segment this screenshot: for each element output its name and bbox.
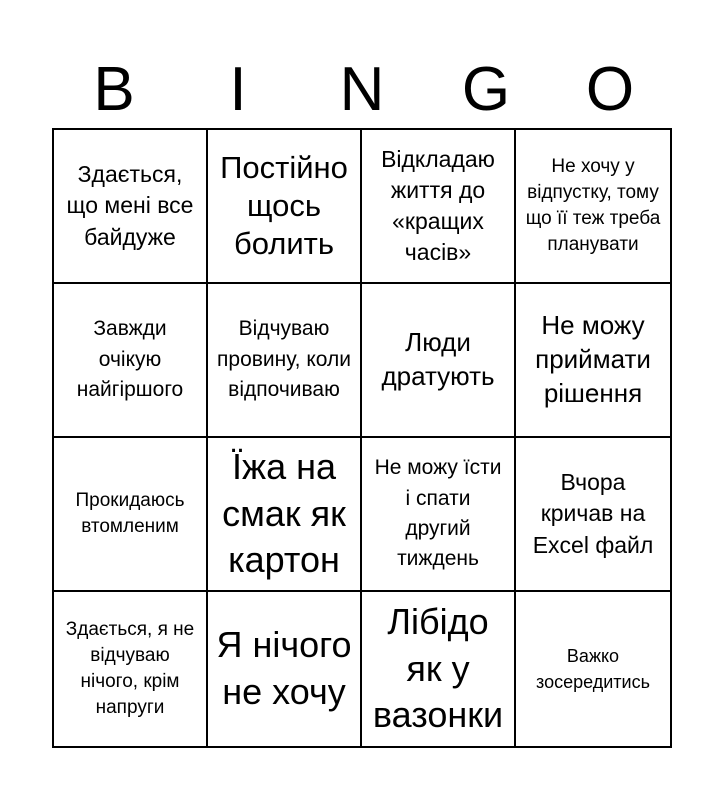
bingo-cell-text: Постійно щось болить [220, 149, 348, 262]
bingo-cell-text: Я нічого не хочу [216, 624, 352, 712]
bingo-cell[interactable] [208, 592, 362, 746]
bingo-cell-text: Люди дратують [381, 327, 495, 391]
bingo-cell-text: Їжа на смак як картон [222, 445, 346, 581]
bingo-cell-text: Прокидаюсь втомленим [75, 489, 185, 537]
bingo-cell[interactable] [516, 592, 670, 746]
bingo-cell-text: Вчора кричав на Excel файл [532, 469, 654, 558]
bingo-cell[interactable] [516, 284, 670, 438]
header-letter-g: G [461, 55, 511, 124]
bingo-cell[interactable] [208, 130, 362, 284]
bingo-cell[interactable] [54, 284, 208, 438]
bingo-cell-text: Здається, я не відчуваю нічого, крім напруги [65, 618, 195, 719]
bingo-cell[interactable] [362, 438, 516, 592]
bingo-cell[interactable] [208, 438, 362, 592]
bingo-cell-text: Лібідо як у вазонки [372, 600, 504, 736]
bingo-cell[interactable] [362, 284, 516, 438]
bingo-cell[interactable] [362, 130, 516, 284]
bingo-cell[interactable] [362, 592, 516, 746]
bingo-cell[interactable] [54, 130, 208, 284]
bingo-cell[interactable] [516, 130, 670, 284]
bingo-cell-text: Здається, що мені все байдуже [66, 161, 194, 250]
bingo-cell[interactable] [516, 438, 670, 592]
header-letter-n: N [339, 55, 385, 124]
bingo-cell[interactable] [54, 592, 208, 746]
header-letter-o: O [585, 55, 635, 124]
bingo-cell-text: Не можу їсти і спати другий тиждень [374, 456, 502, 571]
bingo-cell-text: Не хочу у відпустку, тому що її теж треба планувати [525, 155, 661, 256]
header-letter-b: B [93, 55, 135, 124]
bingo-cell-text: Відчуваю провину, коли відпочиваю [217, 317, 351, 402]
bingo-cell[interactable] [54, 438, 208, 592]
bingo-cell[interactable] [208, 284, 362, 438]
bingo-header [52, 52, 672, 128]
bingo-cell-text: Важко зосередитись [536, 645, 650, 692]
bingo-cell-text: Завжди очікую найгіршого [76, 317, 184, 402]
bingo-board [52, 128, 672, 748]
bingo-cell-text: Відкладаю життя до «кращих часів» [381, 145, 495, 266]
bingo-cell-text: Не можу приймати рішення [535, 310, 651, 408]
header-letter-i: I [229, 55, 247, 124]
